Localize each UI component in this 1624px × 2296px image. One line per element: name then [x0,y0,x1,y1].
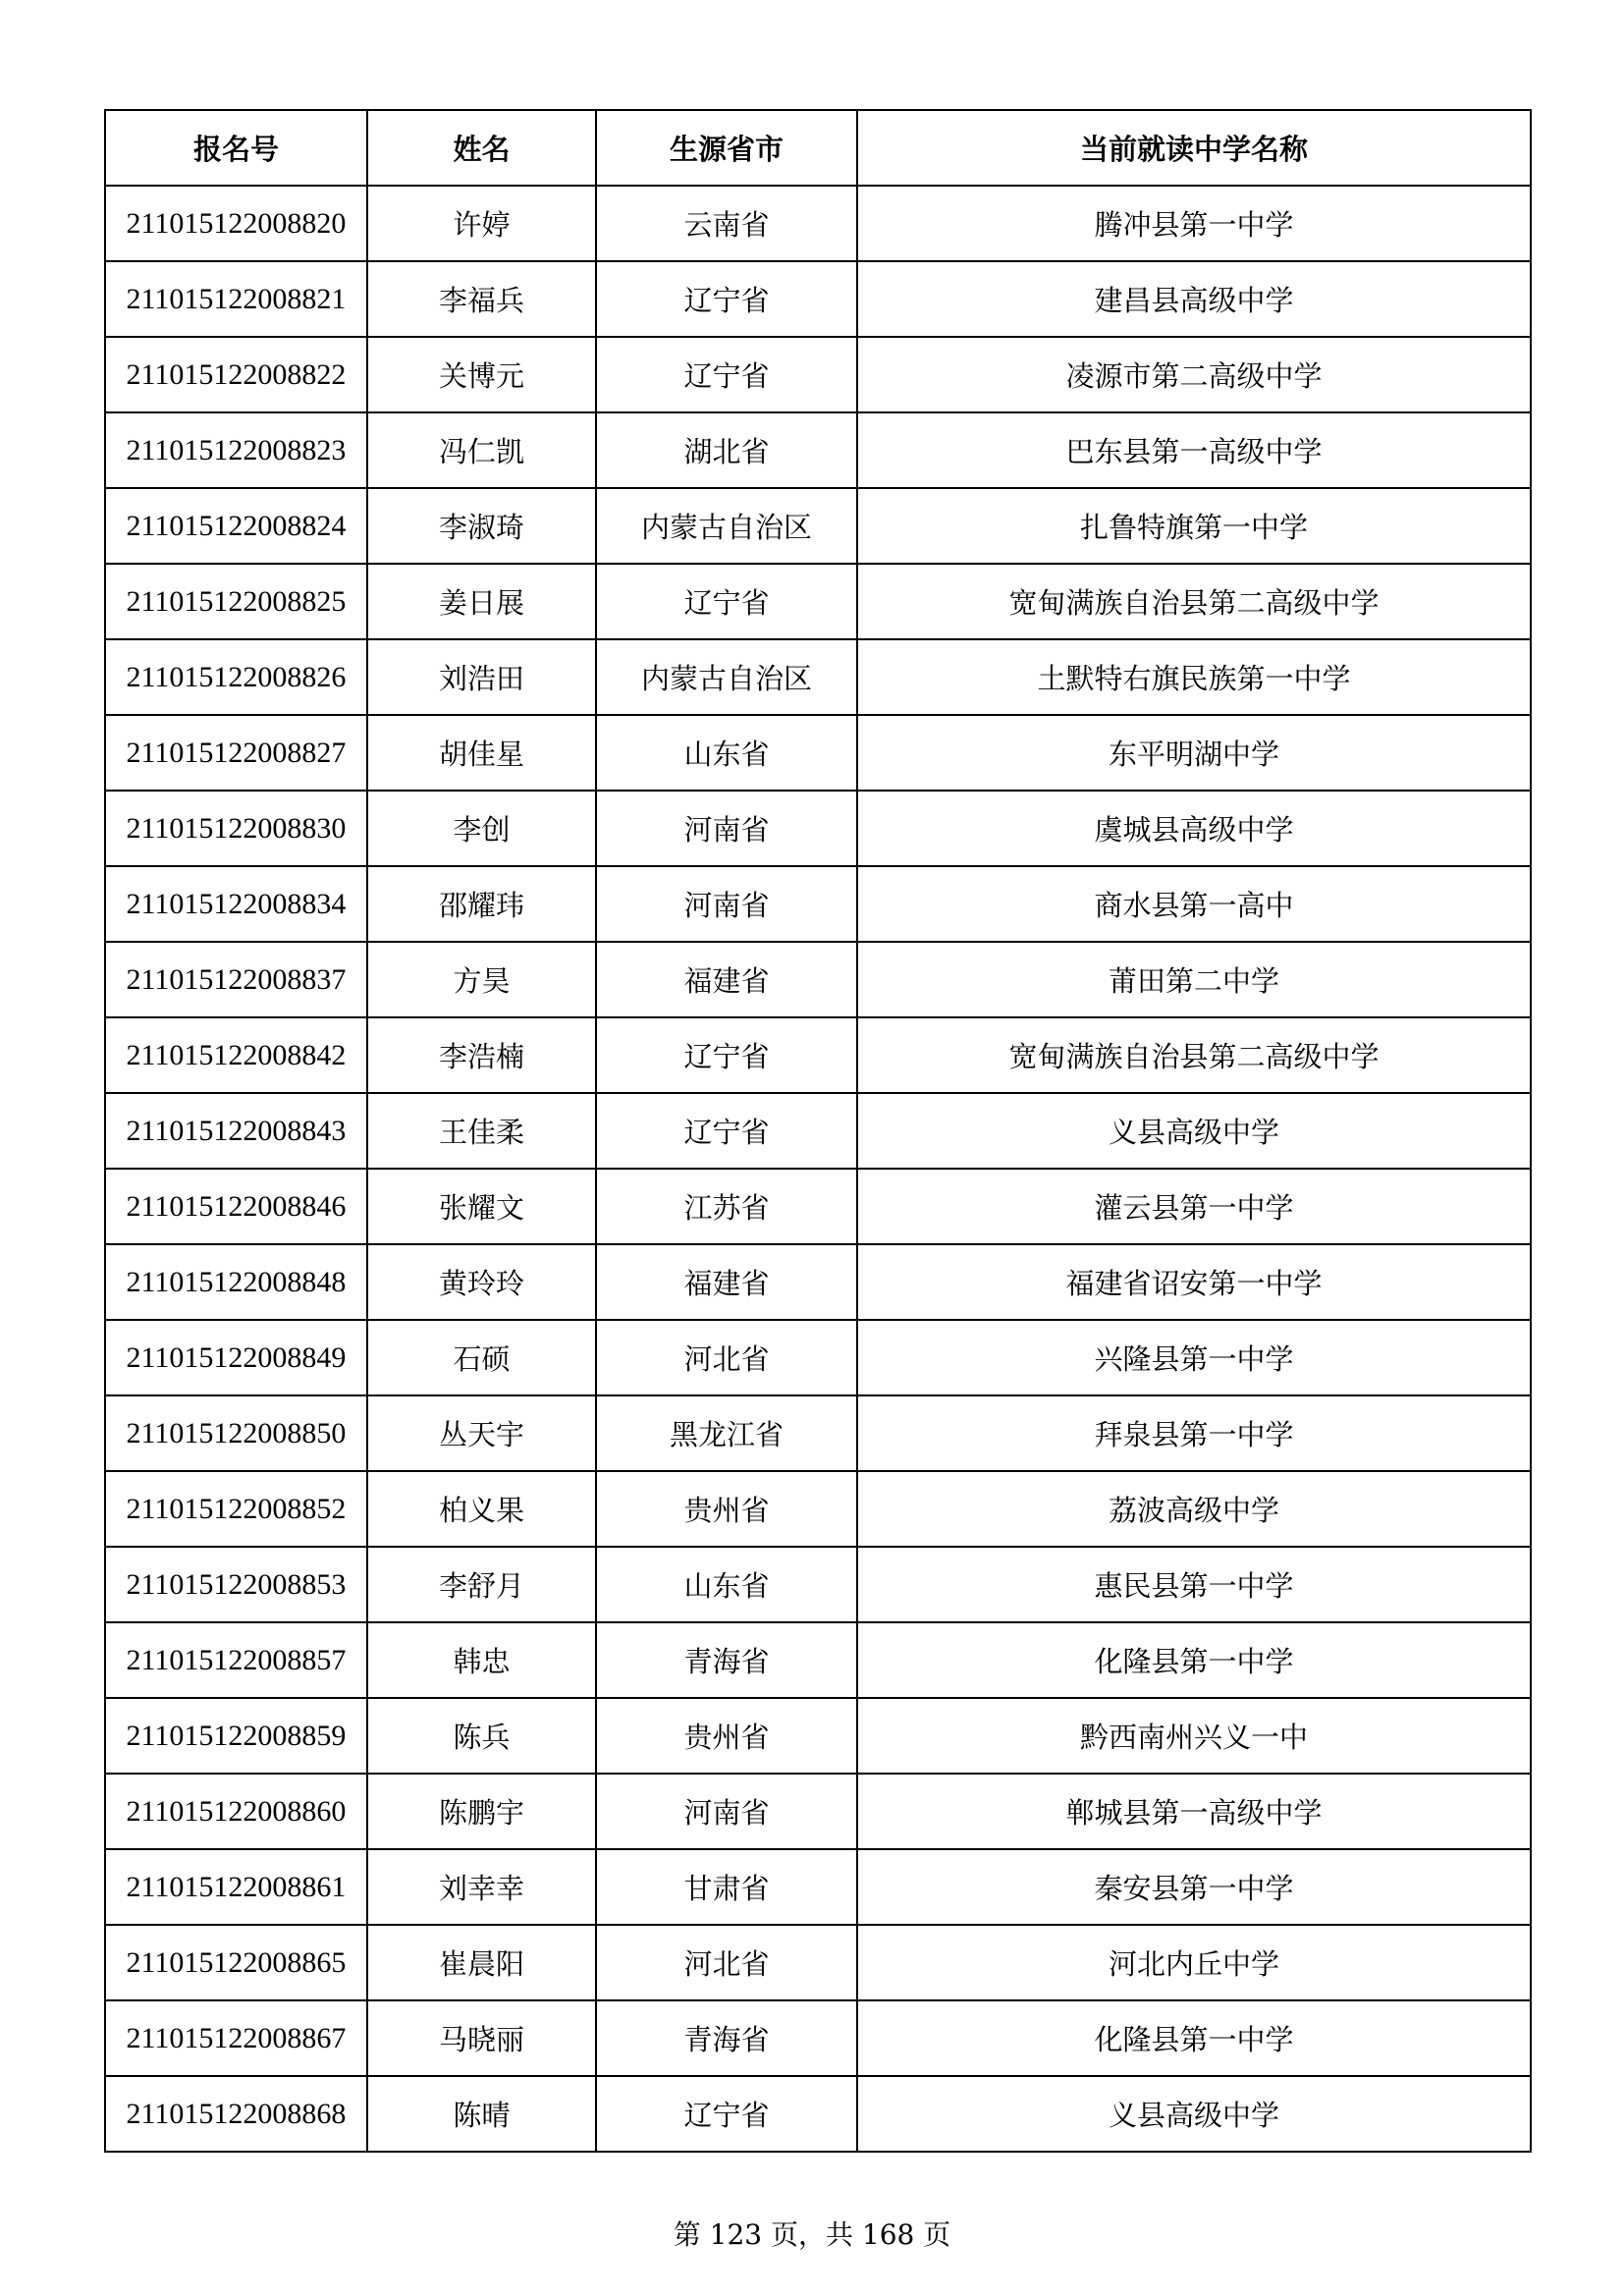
cell-registration-number: 211015122008843 [105,1093,367,1169]
cell-province: 内蒙古自治区 [596,488,857,564]
table-row [105,1320,1531,1395]
cell-province: 云南省 [596,186,857,261]
cell-province: 山东省 [596,1547,857,1622]
cell-school-name: 福建省诏安第一中学 [857,1244,1531,1320]
cell-school-name: 虞城县高级中学 [857,791,1531,866]
cell-province: 河南省 [596,791,857,866]
cell-name: 邵耀玮 [367,866,596,942]
cell-school-name: 商水县第一高中 [857,866,1531,942]
cell-school-name: 黔西南州兴义一中 [857,1698,1531,1774]
table-row [105,1471,1531,1547]
cell-province: 江苏省 [596,1169,857,1244]
cell-registration-number: 211015122008842 [105,1017,367,1093]
cell-name: 丛天宇 [367,1395,596,1471]
cell-name: 许婷 [367,186,596,261]
cell-province: 青海省 [596,2000,857,2076]
cell-province: 辽宁省 [596,2076,857,2152]
header-province: 生源省市 [596,110,857,186]
cell-school-name: 巴东县第一高级中学 [857,412,1531,488]
cell-registration-number: 211015122008834 [105,866,367,942]
cell-name: 刘浩田 [367,639,596,715]
cell-name: 黄玲玲 [367,1244,596,1320]
cell-school-name: 拜泉县第一中学 [857,1395,1531,1471]
cell-registration-number: 211015122008852 [105,1471,367,1547]
table-row [105,1925,1531,2000]
cell-province: 贵州省 [596,1471,857,1547]
registration-table [104,109,1532,2153]
table-row [105,866,1531,942]
table-body [105,186,1531,2152]
cell-province: 河南省 [596,1774,857,1849]
cell-registration-number: 211015122008859 [105,1698,367,1774]
cell-registration-number: 211015122008867 [105,2000,367,2076]
page-footer: 第 123 页，共 168 页 [673,2218,951,2251]
cell-school-name: 郸城县第一高级中学 [857,1774,1531,1849]
cell-registration-number: 211015122008857 [105,1622,367,1698]
table-row [105,1849,1531,1925]
cell-school-name: 兴隆县第一中学 [857,1320,1531,1395]
cell-school-name: 莆田第二中学 [857,942,1531,1017]
table-row [105,791,1531,866]
cell-name: 李创 [367,791,596,866]
table-row [105,1017,1531,1093]
cell-registration-number: 211015122008849 [105,1320,367,1395]
table-row [105,186,1531,261]
table-row [105,1169,1531,1244]
cell-name: 王佳柔 [367,1093,596,1169]
cell-registration-number: 211015122008853 [105,1547,367,1622]
cell-name: 关博元 [367,337,596,412]
cell-province: 福建省 [596,942,857,1017]
cell-province: 辽宁省 [596,261,857,337]
table-row [105,1622,1531,1698]
cell-school-name: 化隆县第一中学 [857,2000,1531,2076]
cell-province: 河北省 [596,1925,857,2000]
cell-school-name: 义县高级中学 [857,2076,1531,2152]
table-row [105,715,1531,791]
cell-name: 李淑琦 [367,488,596,564]
cell-school-name: 化隆县第一中学 [857,1622,1531,1698]
cell-registration-number: 211015122008821 [105,261,367,337]
cell-registration-number: 211015122008827 [105,715,367,791]
cell-registration-number: 211015122008848 [105,1244,367,1320]
cell-registration-number: 211015122008860 [105,1774,367,1849]
table-header-row [105,110,1531,186]
cell-province: 福建省 [596,1244,857,1320]
cell-registration-number: 211015122008865 [105,1925,367,2000]
cell-name: 李舒月 [367,1547,596,1622]
cell-name: 马晓丽 [367,2000,596,2076]
cell-school-name: 秦安县第一中学 [857,1849,1531,1925]
cell-province: 黑龙江省 [596,1395,857,1471]
cell-province: 辽宁省 [596,564,857,639]
cell-name: 韩忠 [367,1622,596,1698]
cell-registration-number: 211015122008846 [105,1169,367,1244]
cell-province: 内蒙古自治区 [596,639,857,715]
cell-registration-number: 211015122008868 [105,2076,367,2152]
cell-name: 李浩楠 [367,1017,596,1093]
table-row [105,488,1531,564]
table-row [105,942,1531,1017]
cell-school-name: 河北内丘中学 [857,1925,1531,2000]
cell-name: 刘幸幸 [367,1849,596,1925]
cell-province: 山东省 [596,715,857,791]
cell-province: 辽宁省 [596,1017,857,1093]
cell-province: 辽宁省 [596,1093,857,1169]
table-row [105,1698,1531,1774]
header-school-name: 当前就读中学名称 [857,110,1531,186]
cell-registration-number: 211015122008861 [105,1849,367,1925]
cell-school-name: 腾冲县第一中学 [857,186,1531,261]
cell-name: 陈晴 [367,2076,596,2152]
cell-name: 柏义果 [367,1471,596,1547]
cell-registration-number: 211015122008825 [105,564,367,639]
table-row [105,2000,1531,2076]
cell-province: 贵州省 [596,1698,857,1774]
table-row [105,639,1531,715]
cell-school-name: 荔波高级中学 [857,1471,1531,1547]
cell-name: 胡佳星 [367,715,596,791]
cell-name: 李福兵 [367,261,596,337]
table-row [105,2076,1531,2152]
table-row [105,564,1531,639]
cell-province: 辽宁省 [596,337,857,412]
cell-registration-number: 211015122008824 [105,488,367,564]
cell-name: 陈兵 [367,1698,596,1774]
table-row [105,412,1531,488]
table-row [105,337,1531,412]
cell-school-name: 土默特右旗民族第一中学 [857,639,1531,715]
cell-registration-number: 211015122008837 [105,942,367,1017]
cell-school-name: 东平明湖中学 [857,715,1531,791]
cell-registration-number: 211015122008830 [105,791,367,866]
cell-school-name: 惠民县第一中学 [857,1547,1531,1622]
cell-name: 冯仁凯 [367,412,596,488]
cell-province: 青海省 [596,1622,857,1698]
cell-province: 湖北省 [596,412,857,488]
cell-registration-number: 211015122008850 [105,1395,367,1471]
cell-name: 方昊 [367,942,596,1017]
cell-school-name: 扎鲁特旗第一中学 [857,488,1531,564]
table-row [105,1244,1531,1320]
cell-registration-number: 211015122008823 [105,412,367,488]
cell-school-name: 灌云县第一中学 [857,1169,1531,1244]
table-row [105,1395,1531,1471]
cell-name: 姜日展 [367,564,596,639]
cell-registration-number: 211015122008822 [105,337,367,412]
table-row [105,1547,1531,1622]
header-name: 姓名 [367,110,596,186]
cell-name: 陈鹏宇 [367,1774,596,1849]
cell-registration-number: 211015122008826 [105,639,367,715]
cell-school-name: 建昌县高级中学 [857,261,1531,337]
header-registration-number: 报名号 [105,110,367,186]
cell-name: 石硕 [367,1320,596,1395]
cell-school-name: 义县高级中学 [857,1093,1531,1169]
cell-name: 崔晨阳 [367,1925,596,2000]
cell-school-name: 宽甸满族自治县第二高级中学 [857,1017,1531,1093]
cell-school-name: 凌源市第二高级中学 [857,337,1531,412]
table-row [105,1093,1531,1169]
cell-school-name: 宽甸满族自治县第二高级中学 [857,564,1531,639]
cell-province: 甘肃省 [596,1849,857,1925]
cell-province: 河北省 [596,1320,857,1395]
cell-name: 张耀文 [367,1169,596,1244]
cell-province: 河南省 [596,866,857,942]
cell-registration-number: 211015122008820 [105,186,367,261]
table-row [105,261,1531,337]
table-row [105,1774,1531,1849]
